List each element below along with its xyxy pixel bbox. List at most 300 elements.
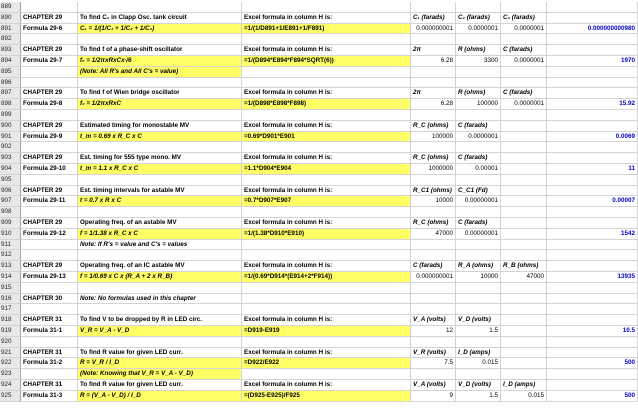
cell-f[interactable]: V_D (volts) [456,380,501,391]
cell-h[interactable]: 0.00007 [547,196,638,207]
cell-g[interactable] [501,121,547,132]
cell-h[interactable] [547,34,638,45]
cell-e[interactable] [411,34,456,45]
cell-g[interactable]: C₃ (farads) [501,13,547,24]
table-row [0,175,638,186]
row-number[interactable]: 907 [0,196,21,207]
row-number[interactable]: 897 [0,88,21,99]
cell-g[interactable] [501,34,547,45]
cell-d[interactable] [242,283,411,294]
cell-h[interactable]: 1542 [547,229,638,240]
cell-h[interactable] [547,304,638,315]
cell-b[interactable]: CHAPTER 29 [21,261,78,272]
row-number[interactable]: 903 [0,153,21,164]
cell-d[interactable]: Excel formula in column H is: [242,380,411,391]
cell-h[interactable] [547,121,638,132]
cell-h[interactable] [547,218,638,229]
cell-c[interactable]: To find C₁ in Clapp Osc. tank circuit [78,13,242,24]
cell-d[interactable] [242,304,411,315]
cell-c[interactable]: f = 1/1.38 x R_C x C [78,229,242,240]
cell-h[interactable] [547,13,638,24]
row-number[interactable]: 910 [0,229,21,240]
cell-e[interactable] [411,110,456,121]
cell-f[interactable]: 1.5 [456,391,501,402]
cell-e[interactable]: 6.28 [411,99,456,110]
table-row [0,88,638,99]
cell-c[interactable]: C₁ = 1/(1/C₁ + 1/C₂ + 1/C₃) [78,24,242,35]
cell-d[interactable]: =1/(1.38*D910*E910) [242,229,411,240]
cell-e[interactable]: V_A (volts) [411,315,456,326]
cell-g[interactable]: 0.0000001 [501,24,547,35]
cell-f[interactable]: 1.5 [456,326,501,337]
cell-c[interactable]: V_R = V_A - V_D [78,326,242,337]
cell-c[interactable] [78,207,242,218]
cell-e[interactable] [411,142,456,153]
row-number[interactable]: 909 [0,218,21,229]
cell-f[interactable]: C (farads) [456,121,501,132]
cell-f[interactable]: 0.015 [456,358,501,369]
cell-f[interactable]: C₂ (farads) [456,13,501,24]
cell-e[interactable] [411,2,456,13]
cell-d[interactable] [242,369,411,380]
cell-d[interactable] [242,207,411,218]
cell-e[interactable]: 7.5 [411,358,456,369]
cell-f[interactable] [456,142,501,153]
cell-d[interactable]: Excel formula in column H is: [242,88,411,99]
cell-h[interactable]: 15.92 [547,99,638,110]
cell-h[interactable] [547,240,638,251]
cell-h[interactable] [547,207,638,218]
cell-d[interactable]: Excel formula in column H is: [242,218,411,229]
cell-d[interactable]: =1/(D898*E898*F898) [242,99,411,110]
cell-b[interactable]: CHAPTER 29 [21,88,78,99]
cell-e[interactable] [411,78,456,89]
row-number[interactable]: 919 [0,326,21,337]
cell-e[interactable]: V_R (volts) [411,348,456,359]
cell-h[interactable] [547,369,638,380]
cell-h[interactable] [547,175,638,186]
cell-e[interactable]: R_C1 (ohms) [411,186,456,197]
cell-e[interactable] [411,283,456,294]
cell-e[interactable] [411,369,456,380]
cell-h[interactable]: 1970 [547,56,638,67]
cell-b[interactable]: CHAPTER 31 [21,380,78,391]
cell-f[interactable]: C (farads) [456,218,501,229]
cell-h[interactable]: 0.000000000980 [547,24,638,35]
cell-b[interactable] [21,2,78,13]
row-number[interactable]: 925 [0,391,21,402]
row-number[interactable]: 890 [0,13,21,24]
row-number[interactable]: 913 [0,261,21,272]
cell-d[interactable]: =(D925-E925)/F925 [242,391,411,402]
cell-b[interactable] [21,67,78,78]
cell-b[interactable]: CHAPTER 29 [21,121,78,132]
cell-b[interactable]: Formula 29-7 [21,56,78,67]
cell-d[interactable]: =0.69*D901*E901 [242,132,411,143]
row-number[interactable]: 906 [0,186,21,197]
cell-g[interactable] [501,196,547,207]
cell-g[interactable] [501,369,547,380]
row-number[interactable]: 911 [0,240,21,251]
cell-e[interactable] [411,175,456,186]
cell-f[interactable]: 100000 [456,99,501,110]
cell-h[interactable] [547,67,638,78]
cell-h[interactable]: 0.0069 [547,132,638,143]
cell-b[interactable] [21,142,78,153]
cell-b[interactable]: Formula 31-1 [21,326,78,337]
cell-e[interactable] [411,250,456,261]
cell-d[interactable]: =1/(1/D891+1/E891+1/F891) [242,24,411,35]
cell-b[interactable] [21,240,78,251]
cell-f[interactable] [456,110,501,121]
cell-c[interactable]: To find f of Wien bridge oscillator [78,88,242,99]
cell-f[interactable] [456,240,501,251]
cell-f[interactable]: 0.0000001 [456,132,501,143]
cell-f[interactable] [456,207,501,218]
cell-d[interactable] [242,294,411,305]
cell-h[interactable] [547,2,638,13]
cell-d[interactable] [242,2,411,13]
row-number[interactable]: 924 [0,380,21,391]
cell-f[interactable] [456,2,501,13]
cell-e[interactable]: 9 [411,391,456,402]
cell-e[interactable]: V_A (volts) [411,380,456,391]
cell-f[interactable]: 0.00001 [456,164,501,175]
cell-b[interactable]: Formula 29-13 [21,272,78,283]
cell-f[interactable]: 3300 [456,56,501,67]
row-number[interactable]: 912 [0,250,21,261]
row-number[interactable]: 891 [0,24,21,35]
cell-e[interactable]: 0.000000001 [411,272,456,283]
cell-d[interactable]: Excel formula in column H is: [242,13,411,24]
row-number[interactable]: 896 [0,78,21,89]
cell-g[interactable] [501,78,547,89]
row-number[interactable]: 901 [0,132,21,143]
cell-d[interactable]: Excel formula in column H is: [242,186,411,197]
cell-d[interactable]: Excel formula in column H is: [242,153,411,164]
cell-c[interactable]: R = (V_A - V_D) / I_D [78,391,242,402]
row-number[interactable]: 917 [0,304,21,315]
cell-d[interactable] [242,175,411,186]
cell-g[interactable] [501,164,547,175]
cell-e[interactable] [411,337,456,348]
cell-d[interactable]: =1.1*D904*E904 [242,164,411,175]
cell-g[interactable] [501,229,547,240]
cell-d[interactable] [242,250,411,261]
cell-h[interactable] [547,250,638,261]
cell-d[interactable]: =D919-E919 [242,326,411,337]
cell-h[interactable] [547,294,638,305]
cell-g[interactable] [501,218,547,229]
cell-h[interactable] [547,78,638,89]
table-row [0,110,638,121]
cell-b[interactable] [21,175,78,186]
cell-c[interactable]: t_m = 1.1 x R_C x C [78,164,242,175]
cell-h[interactable] [547,142,638,153]
cell-d[interactable]: Excel formula in column H is: [242,261,411,272]
cell-f[interactable] [456,250,501,261]
cell-f[interactable] [456,369,501,380]
cell-c[interactable] [78,110,242,121]
cell-g[interactable]: 0.015 [501,391,547,402]
cell-b[interactable]: Formula 29-10 [21,164,78,175]
cell-e[interactable] [411,294,456,305]
cell-h[interactable]: 11 [547,164,638,175]
cell-h[interactable] [547,315,638,326]
cell-d[interactable]: =0.7*D907*E907 [242,196,411,207]
cell-c[interactable]: Estimated timing for monostable MV [78,121,242,132]
row-number[interactable]: 889 [0,2,21,13]
cell-g[interactable]: 0.0000001 [501,99,547,110]
cell-c[interactable]: Operating freq. of an IC astable MV [78,261,242,272]
cell-h[interactable] [547,88,638,99]
cell-c[interactable]: Note: If R's = value and C's = values [78,240,242,251]
row-number[interactable]: 895 [0,67,21,78]
cell-c[interactable] [78,78,242,89]
cell-g[interactable] [501,110,547,121]
cell-e[interactable]: 6.28 [411,56,456,67]
row-number[interactable]: 908 [0,207,21,218]
cell-d[interactable]: Excel formula in column H is: [242,45,411,56]
cell-f[interactable]: 10000 [456,272,501,283]
cell-e[interactable]: 12 [411,326,456,337]
cell-c[interactable]: To find V to be dropped by R in LED circ. [78,315,242,326]
cell-e[interactable] [411,304,456,315]
cell-b[interactable] [21,110,78,121]
row-number[interactable]: 893 [0,45,21,56]
cell-g[interactable] [501,2,547,13]
cell-d[interactable] [242,78,411,89]
cell-d[interactable]: Excel formula in column H is: [242,315,411,326]
cell-d[interactable] [242,142,411,153]
cell-e[interactable]: 0.000000001 [411,24,456,35]
cell-g[interactable] [501,294,547,305]
row-number[interactable]: 922 [0,358,21,369]
row-number[interactable]: 898 [0,99,21,110]
row-number[interactable]: 894 [0,56,21,67]
cell-g[interactable] [501,153,547,164]
cell-e[interactable] [411,207,456,218]
cell-d[interactable] [242,240,411,251]
cell-g[interactable] [501,304,547,315]
row-number[interactable]: 918 [0,315,21,326]
cell-e[interactable]: 1000000 [411,164,456,175]
cell-g[interactable] [501,250,547,261]
cell-b[interactable]: CHAPTER 29 [21,218,78,229]
cell-e[interactable]: R_C (ohms) [411,218,456,229]
cell-h[interactable] [547,348,638,359]
cell-c[interactable] [78,304,242,315]
row-number[interactable]: 900 [0,121,21,132]
cell-e[interactable]: 100000 [411,132,456,143]
cell-b[interactable] [21,283,78,294]
cell-d[interactable]: Excel formula in column H is: [242,348,411,359]
cell-e[interactable]: 10000 [411,196,456,207]
cell-d[interactable] [242,337,411,348]
cell-g[interactable]: 47000 [501,272,547,283]
cell-c[interactable]: f₀ = 1/2πxRxCx√6 [78,56,242,67]
cell-f[interactable] [456,78,501,89]
cell-b[interactable]: CHAPTER 29 [21,153,78,164]
cell-e[interactable]: R_C (ohms) [411,121,456,132]
cell-h[interactable]: 13935 [547,272,638,283]
cell-c[interactable] [78,175,242,186]
cell-f[interactable]: V_D (volts) [456,315,501,326]
cell-c[interactable]: t = 0.7 x R x C [78,196,242,207]
cell-f[interactable]: R (ohms) [456,88,501,99]
cell-f[interactable] [456,67,501,78]
row-number[interactable]: 904 [0,164,21,175]
cell-f[interactable] [456,34,501,45]
cell-c[interactable] [78,142,242,153]
cell-c[interactable]: f = 1/0.69 x C x (R_A + 2 x R_B) [78,272,242,283]
cell-b[interactable] [21,337,78,348]
cell-c[interactable]: Est. timing intervals for astable MV [78,186,242,197]
cell-g[interactable] [501,337,547,348]
cell-b[interactable] [21,78,78,89]
cell-g[interactable] [501,358,547,369]
row-number[interactable]: 920 [0,337,21,348]
cell-b[interactable]: CHAPTER 29 [21,13,78,24]
cell-g[interactable] [501,142,547,153]
cell-b[interactable]: Formula 29-8 [21,99,78,110]
cell-e[interactable] [411,240,456,251]
cell-b[interactable]: CHAPTER 29 [21,186,78,197]
cell-c[interactable] [78,2,242,13]
cell-c[interactable]: (Note: All R's and All C's = value) [78,67,242,78]
cell-b[interactable]: Formula 31-3 [21,391,78,402]
cell-d[interactable] [242,67,411,78]
cell-f[interactable] [456,294,501,305]
cell-b[interactable]: CHAPTER 30 [21,294,78,305]
cell-c[interactable]: Note: No formulas used in this chapter [78,294,242,305]
cell-b[interactable]: Formula 29-9 [21,132,78,143]
cell-h[interactable] [547,45,638,56]
cell-f[interactable]: 0.00000001 [456,196,501,207]
cell-h[interactable]: 500 [547,358,638,369]
cell-b[interactable] [21,369,78,380]
cell-d[interactable] [242,34,411,45]
cell-f[interactable]: R_A (ohms) [456,261,501,272]
row-number[interactable]: 902 [0,142,21,153]
cell-f[interactable]: C (farads) [456,153,501,164]
cell-f[interactable]: 0.00000001 [456,229,501,240]
cell-g[interactable] [501,348,547,359]
cell-g[interactable] [501,207,547,218]
cell-d[interactable]: =1/(D894*E894*F894*SQRT(6)) [242,56,411,67]
cell-b[interactable] [21,207,78,218]
cell-g[interactable] [501,240,547,251]
row-number[interactable]: 923 [0,369,21,380]
cell-c[interactable] [78,337,242,348]
cell-f[interactable] [456,175,501,186]
cell-g[interactable] [501,132,547,143]
cell-g[interactable]: R_B (ohms) [501,261,547,272]
cell-g[interactable]: C (farads) [501,88,547,99]
cell-e[interactable]: 47000 [411,229,456,240]
cell-h[interactable] [547,186,638,197]
row-number[interactable]: 892 [0,34,21,45]
cell-h[interactable] [547,110,638,121]
cell-c[interactable] [78,283,242,294]
cell-c[interactable]: To find f of a phase-shift oscillator [78,45,242,56]
cell-g[interactable]: C (farads) [501,45,547,56]
cell-e[interactable] [411,67,456,78]
cell-c[interactable]: To find R value for given LED curr. [78,380,242,391]
cell-c[interactable]: (Note: Knowing that V_R = V_A - V_D) [78,369,242,380]
cell-g[interactable] [501,315,547,326]
cell-g[interactable]: 0.0000001 [501,56,547,67]
cell-b[interactable]: Formula 29-11 [21,196,78,207]
cell-c[interactable]: To find R value for given LED curr. [78,348,242,359]
cell-c[interactable]: Operating freq. of an astable MV [78,218,242,229]
row-number[interactable]: 916 [0,294,21,305]
row-number[interactable]: 899 [0,110,21,121]
cell-c[interactable] [78,250,242,261]
cell-f[interactable]: C_C1 (Fd) [456,186,501,197]
cell-c[interactable] [78,34,242,45]
cell-d[interactable]: =D922/E922 [242,358,411,369]
cell-e[interactable]: C (farads) [411,261,456,272]
cell-f[interactable] [456,283,501,294]
cell-b[interactable]: CHAPTER 29 [21,45,78,56]
cell-f[interactable]: I_D (amps) [456,348,501,359]
cell-c[interactable]: t_m = 0.69 x R_C x C [78,132,242,143]
cell-h[interactable] [547,380,638,391]
cell-e[interactable]: C₁ (farads) [411,13,456,24]
cell-h[interactable] [547,337,638,348]
cell-h[interactable]: 10.5 [547,326,638,337]
cell-b[interactable]: Formula 29-6 [21,24,78,35]
cell-h[interactable] [547,153,638,164]
table-row [0,337,638,348]
cell-c[interactable]: R = V_R / I_D [78,358,242,369]
cell-e[interactable]: 2π [411,88,456,99]
cell-c[interactable]: f₀ = 1/2πxRxC [78,99,242,110]
cell-h[interactable]: 500 [547,391,638,402]
cell-g[interactable] [501,326,547,337]
cell-g[interactable] [501,175,547,186]
cell-e[interactable]: R_C (ohms) [411,153,456,164]
cell-b[interactable]: Formula 31-2 [21,358,78,369]
cell-f[interactable]: R (ohms) [456,45,501,56]
cell-h[interactable] [547,261,638,272]
cell-d[interactable] [242,110,411,121]
cell-h[interactable] [547,283,638,294]
cell-f[interactable]: 0.0000001 [456,24,501,35]
cell-g[interactable]: I_D (amps) [501,380,547,391]
cell-g[interactable] [501,186,547,197]
cell-b[interactable]: CHAPTER 31 [21,315,78,326]
cell-d[interactable]: =1/(0.69*D914*(E914+2*F914)) [242,272,411,283]
cell-g[interactable] [501,283,547,294]
cell-b[interactable]: CHAPTER 31 [21,348,78,359]
row-number[interactable]: 914 [0,272,21,283]
cell-f[interactable] [456,304,501,315]
cell-b[interactable] [21,34,78,45]
row-number[interactable]: 921 [0,348,21,359]
cell-b[interactable] [21,304,78,315]
cell-b[interactable] [21,250,78,261]
cell-g[interactable] [501,67,547,78]
cell-f[interactable] [456,337,501,348]
row-number[interactable]: 915 [0,283,21,294]
cell-d[interactable]: Excel formula in column H is: [242,121,411,132]
cell-c[interactable]: Est. timing for 555 type mono. MV [78,153,242,164]
row-number[interactable]: 905 [0,175,21,186]
cell-b[interactable]: Formula 29-12 [21,229,78,240]
cell-e[interactable]: 2π [411,45,456,56]
